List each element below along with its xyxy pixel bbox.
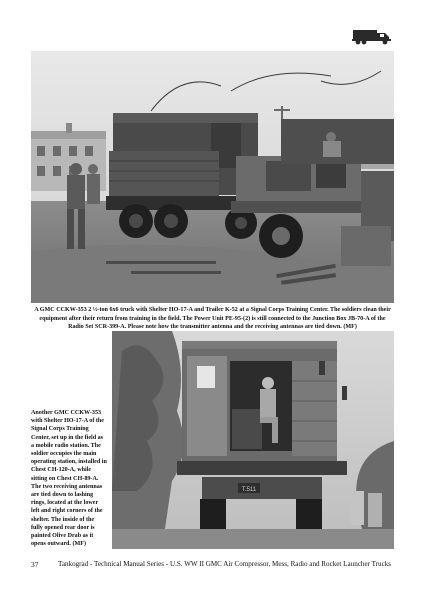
license-plate: T.511 bbox=[241, 487, 257, 493]
truck-trailer-photo bbox=[31, 51, 394, 303]
truck-icon bbox=[352, 27, 394, 45]
top-photo-caption: A GMC CCKW-353 2 ½-ton 6x6 truck with Shelter HO-17-A and Trailer K-52 at a Signal Corps Training Center. The soldiers clean their equipment after their return from training in the field. The Power Unit PE-95-(2) is still connected to the Junction Box JB-70-A of the Radio Set SCR-399-A. Please note how the transmitter antenna and the receiving antennas are tied down. (MF) bbox=[34, 307, 391, 331]
radio-station-photo bbox=[112, 331, 394, 549]
bottom-photo-caption: Another GMC CCKW-353 with Shelter HO-17-A of the Signal Corps Training Center, set up in the field as a mobile radio station. The soldier occupies the main operating station, installed in Chest CH-120-A, while sitting on Chest CH-89-A. The two receiving antennas are tied down to lashing rings, located at the lower left and right corners of the shelter. The inside of the fully opened rear door is painted Olive Drab as it opens outward. (MF) bbox=[31, 410, 107, 548]
page-number: 37 bbox=[31, 560, 39, 569]
footer-title: Tankograd - Technical Manual Series - U.S. WW II GMC Air Compressor, Mess, Radio and Rocket Launcher Trucks bbox=[58, 560, 392, 568]
